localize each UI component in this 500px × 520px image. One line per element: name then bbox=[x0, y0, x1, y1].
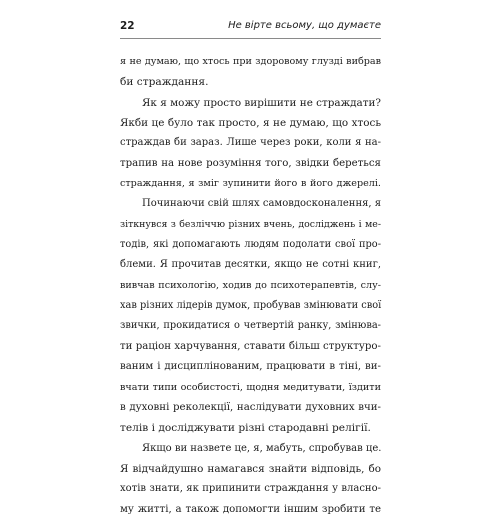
text-line: трапив на нове розуміння того, звідки береться bbox=[120, 157, 381, 169]
text-line: хотів знати, як припинити страждання у власно- bbox=[120, 483, 381, 495]
body-text bbox=[120, 52, 381, 520]
text-line: в духовні реколекції, наслідувати духовних вчи- bbox=[120, 401, 381, 413]
running-title: Не вірте всьому, що думаєте bbox=[228, 20, 381, 31]
text-line: Я відчайдушно намагався знайти відповідь, бо bbox=[120, 462, 381, 475]
text-line: страждав би зараз. Лише через роки, коли я на- bbox=[120, 137, 381, 149]
text-line: телів і досліджувати різні стародавні релігії. bbox=[120, 422, 371, 435]
text-line: звички, прокидатися о четвертій ранку, змінюва- bbox=[120, 320, 381, 332]
text-line: я не думаю, що хтось при здоровому глузді вибрав bbox=[120, 56, 381, 67]
text-line: зіткнувся з безліччю різних вчень, досліджень і ме- bbox=[120, 218, 381, 230]
text-line: Як я можу просто вирішити не страждати? bbox=[142, 96, 381, 109]
text-line: би страждання. bbox=[120, 76, 209, 89]
text-line: ти раціон харчування, ставати більш структуро- bbox=[120, 340, 381, 352]
text-line: тодів, які допомагають людям подолати свої про- bbox=[120, 239, 381, 251]
text-line: вивчав психологію, ходив до психотерапевтів, слу- bbox=[120, 279, 381, 291]
text-line: вчати типи особистості, щодня медитувати, їздити bbox=[120, 381, 381, 393]
header-rule bbox=[120, 38, 381, 39]
text-line: страждання, я зміг зупинити його в його джерелі. bbox=[120, 178, 381, 190]
text-line: Починаючи свій шлях самовдосконалення, я bbox=[142, 198, 382, 210]
page-number: 22 bbox=[120, 20, 135, 32]
text-line: Якщо ви назвете це, я, мабуть, спробував це. bbox=[142, 442, 382, 454]
text-line: ваним і дисциплінованим, працювати в тіні, ви- bbox=[120, 361, 381, 373]
text-line: Якби це було так просто, я не думаю, що хтось bbox=[120, 117, 381, 130]
text-line: му житті, а також допомогти іншим зробити те bbox=[120, 503, 381, 515]
text-line: хав різних лідерів думок, пробував змінювати свої bbox=[120, 300, 382, 312]
page-header bbox=[120, 17, 381, 35]
text-line: блеми. Я прочитав десятки, якщо не сотні книг, bbox=[120, 259, 381, 271]
